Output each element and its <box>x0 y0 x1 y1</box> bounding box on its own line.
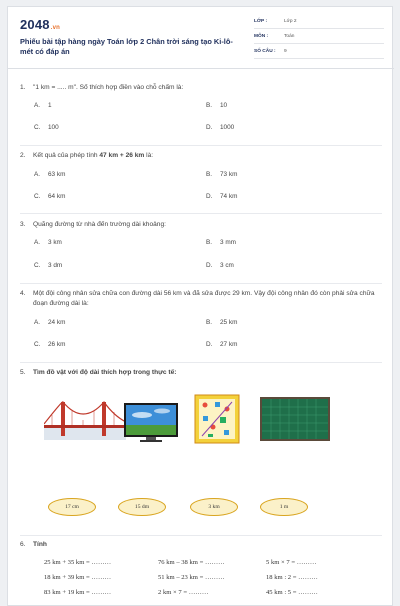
q3-option-c[interactable]: C. 3 dm <box>34 262 63 269</box>
question-text: Quãng đường từ nhà đến trường dài khoảng: <box>33 221 166 228</box>
calc-item[interactable]: 18 km + 39 km = ……… <box>44 574 112 581</box>
site-logo[interactable]: 2048.vn <box>20 17 61 32</box>
q4-option-a[interactable]: A. 24 km <box>34 319 66 326</box>
worksheet-page <box>7 6 393 606</box>
document-title: Phiếu bài tập hàng ngày Toán lớp 2 Chân trời sáng tạo Ki-lô-mét có đáp án <box>20 37 233 56</box>
q2-option-a[interactable]: A. 63 km <box>34 171 66 178</box>
calc-item[interactable]: 51 km – 23 km = ……… <box>158 574 225 581</box>
meta-count-key: SỐ CÂU : <box>254 49 276 54</box>
question-text: "1 km = ..... m". Số thích hợp điền vào chỗ chấm là: <box>33 84 184 91</box>
question-text: Một đội công nhân sửa chữa con đường dài 56 km và đã sửa được 29 km. Vậy đội công nhân đó còn phải sửa chữa đoạn đường dài là: <box>33 290 375 307</box>
question-number: 4. <box>20 290 26 297</box>
question-number: 6. <box>20 541 26 548</box>
calc-item[interactable]: 18 km : 2 = ……… <box>266 574 318 581</box>
divider <box>20 213 382 214</box>
calc-item[interactable]: 5 km × 7 = ……… <box>266 559 317 566</box>
q2-option-b[interactable]: B. 73 km <box>206 171 238 178</box>
meta-subject-row <box>254 32 384 44</box>
measure-option-1[interactable]: 17 cm <box>48 498 96 516</box>
calc-item[interactable]: 76 km – 38 km = ……… <box>158 559 225 566</box>
meta-class-key: LỚP : <box>254 19 268 24</box>
q4-option-b[interactable]: B. 25 km <box>206 319 238 326</box>
q1-option-a[interactable]: A. 1 <box>34 102 52 109</box>
divider <box>20 535 382 536</box>
question-number: 3. <box>20 221 26 228</box>
q1-option-d[interactable]: D. 1000 <box>206 124 235 131</box>
calc-item[interactable]: 25 km + 35 km = ……… <box>44 559 112 566</box>
calc-item[interactable]: 2 km × 7 = ……… <box>158 589 209 596</box>
divider <box>20 362 382 363</box>
question-number: 1. <box>20 84 26 91</box>
calc-item[interactable]: 45 km : 5 = ……… <box>266 589 318 596</box>
question-text: Tìm đồ vật với độ dài thích hợp trong thực tế: <box>33 369 177 376</box>
q2-option-c[interactable]: C. 64 km <box>34 193 66 200</box>
question-number: 2. <box>20 152 26 159</box>
q3-option-d[interactable]: D. 3 cm <box>206 262 234 269</box>
question-number: 5. <box>20 369 26 376</box>
q4-option-c[interactable]: C. 26 km <box>34 341 66 348</box>
meta-class-row <box>254 17 384 29</box>
meta-subject-value: Toán <box>284 34 295 39</box>
q3-option-a[interactable]: A. 3 km <box>34 239 62 246</box>
measure-option-2[interactable]: 15 dm <box>118 498 166 516</box>
meta-count-value: 9 <box>284 49 287 54</box>
divider <box>20 283 382 284</box>
board-picture <box>260 397 330 441</box>
q1-option-b[interactable]: B. 10 <box>206 102 228 109</box>
worksheet-header <box>8 7 394 69</box>
calc-item[interactable]: 83 km + 19 km = ……… <box>44 589 112 596</box>
q2-option-d[interactable]: D. 74 km <box>206 193 238 200</box>
bridge-picture <box>44 398 126 440</box>
question-text: Kết quả của phép tính 47 km + 26 km là: <box>33 152 154 159</box>
meta-subject-key: MÔN : <box>254 34 269 39</box>
book-picture <box>194 394 240 444</box>
q3-option-b[interactable]: B. 3 mm <box>206 239 236 246</box>
divider <box>20 145 382 146</box>
q1-option-c[interactable]: C. 100 <box>34 124 59 131</box>
measure-option-4[interactable]: 1 m <box>260 498 308 516</box>
meta-count-row <box>254 47 384 59</box>
measure-option-3[interactable]: 3 km <box>190 498 238 516</box>
question-text: Tính <box>33 541 47 548</box>
tv-picture <box>122 401 180 445</box>
q4-option-d[interactable]: D. 27 km <box>206 341 238 348</box>
meta-class-value: Lớp 2 <box>284 19 297 24</box>
